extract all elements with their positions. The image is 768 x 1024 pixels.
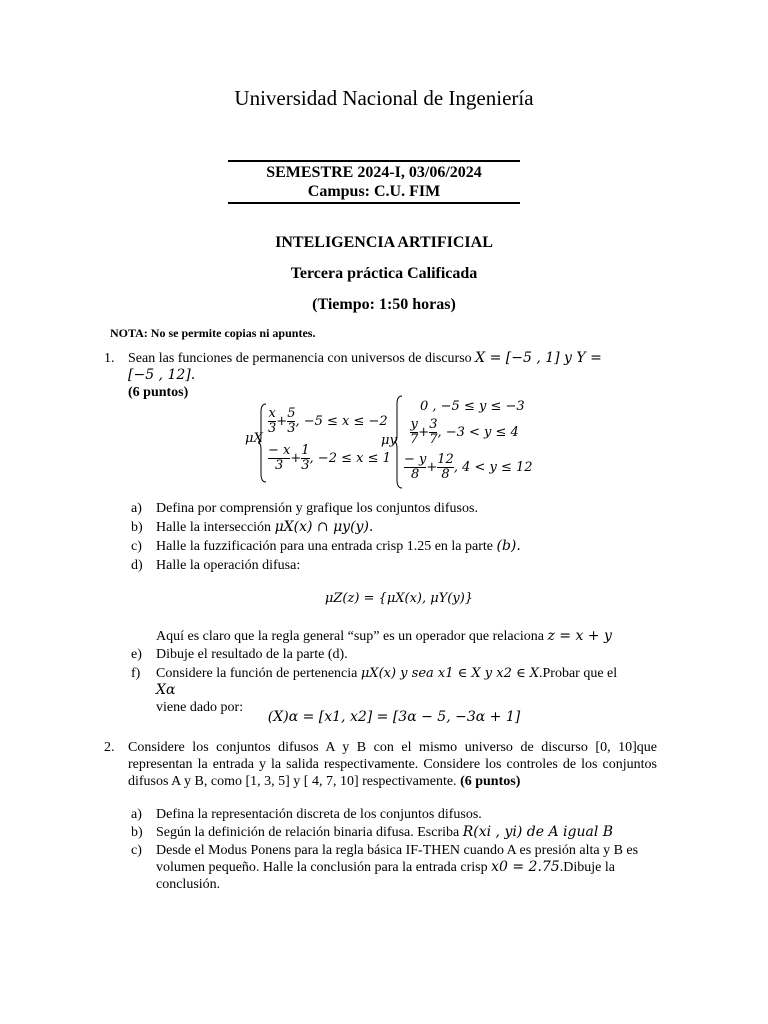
- question-1-intro: [128, 350, 632, 401]
- item-label: c): [131, 843, 142, 858]
- frac-den: 8: [404, 467, 426, 482]
- item-label: b): [131, 520, 143, 535]
- frac-den: 3: [268, 458, 290, 473]
- frac-num: y: [410, 417, 418, 432]
- frac-num: − x: [268, 443, 291, 458]
- university-title: Universidad Nacional de Ingeniería: [234, 86, 534, 110]
- item-label: a): [131, 501, 142, 516]
- item-text: Defina la representación discreta de los conjuntos difusos.: [156, 807, 482, 822]
- item-text: Halle la operación difusa:: [156, 558, 301, 573]
- mu-x-case-2: $\frac{- x}{3}$ + $\frac{1}{3}$ , −2 ≤ x ≤ 1: [268, 443, 391, 473]
- item-f-math1: μX(x) y sea x1 ∈ X y x2 ∈ X: [360, 666, 539, 681]
- item-f-math2: Xα: [156, 682, 176, 698]
- sup-text: Aquí es claro que la regla general “sup” es un operador que relaciona: [156, 629, 544, 644]
- item-2b-text: Según la definición de relación binaria difusa. Escriba: [156, 825, 460, 840]
- item-2c-math: x0 = 2.75: [491, 859, 560, 875]
- formula-d: μZ(z) = {μX(x), μY(y)}: [324, 591, 474, 606]
- item-text: Dibuje el resultado de la parte (d).: [156, 647, 348, 662]
- mu-x-label: μX: [245, 431, 263, 446]
- mu-x-case-2-cond: , −2 ≤ x ≤ 1: [309, 451, 391, 466]
- item-2b-math: R(xi , yi) de A igual B: [462, 824, 614, 840]
- question-1-number: 1.: [104, 351, 115, 366]
- item-c-math: (b).: [496, 538, 521, 554]
- question-1-points: (6 puntos): [128, 385, 189, 400]
- semester-box: [228, 160, 520, 204]
- mu-y-case-1: $\frac{y}{7}$ + $\frac{3}{7}$ , −3 < y ≤ 4: [410, 417, 519, 447]
- mu-x-case-1-cond: , −5 ≤ x ≤ −2: [295, 414, 388, 429]
- frac-den: 7: [429, 432, 438, 447]
- frac-den: 3: [268, 421, 277, 436]
- item-label: b): [131, 825, 143, 840]
- item-text: [156, 538, 636, 555]
- mu-y-case-1-cond: , −3 < y ≤ 4: [437, 425, 519, 440]
- item-label: c): [131, 539, 142, 554]
- frac-num: x: [268, 406, 276, 421]
- item-f-text2: .Probar que el: [539, 666, 618, 681]
- item-text: [156, 842, 646, 893]
- item-text: [156, 519, 636, 536]
- question-2-number: 2.: [104, 740, 115, 755]
- mu-y-brace: [394, 394, 404, 490]
- item-2c-text1: Desde el Modus Ponens para la regla básica IF-THEN cuando A es presión alta y B es volumen pequeño. Halle la conclusión para la entrada crisp: [156, 843, 639, 875]
- mu-y-case-2-cond: , 4 < y ≤ 12: [453, 460, 533, 475]
- item-f-text3: viene dado por:: [156, 700, 244, 715]
- mu-y-label: μy: [381, 433, 397, 448]
- sup-math: z = x + y: [547, 628, 612, 644]
- note: NOTA: No se permite copias ni apuntes.: [110, 326, 316, 340]
- formula-f: (X)α = [x1, x2] = [3α − 5, −3α + 1]: [267, 709, 521, 725]
- mu-x-case-1: $\frac{x}{3}$ + $\frac{5}{3}$ , −5 ≤ x ≤ −2: [268, 406, 388, 436]
- item-text: [156, 824, 636, 841]
- item-label: e): [131, 647, 142, 662]
- frac-den: 8: [437, 467, 454, 482]
- frac-den: 3: [287, 421, 296, 436]
- mu-x-brace: [258, 402, 268, 484]
- question-2-text: [128, 739, 657, 790]
- frac-num: − y: [404, 452, 427, 467]
- frac-den: 3: [301, 458, 310, 473]
- time-limit: (Tiempo: 1:50 horas): [312, 296, 456, 313]
- frac-num: 3: [429, 417, 438, 432]
- question-1-universes: X = [−5 , 1] y Y = [−5 , 12].: [128, 350, 602, 383]
- mu-y-case-2: $\frac{- y}{8}$ + $\frac{12}{8}$ , 4 < y ≤ 12: [404, 452, 533, 482]
- frac-num: 1: [301, 443, 310, 458]
- sup-line: [156, 628, 636, 645]
- item-label: f): [131, 666, 141, 681]
- item-c-text: Halle la fuzzificación para una entrada crisp 1.25 en la parte: [156, 539, 493, 554]
- mu-y-case-0: 0 , −5 ≤ y ≤ −3: [420, 399, 525, 414]
- item-f-text1: Considere la función de pertenencia: [156, 666, 358, 681]
- practice-title: Tercera práctica Calificada: [290, 265, 478, 282]
- semester-line: SEMESTRE 2024-I, 03/06/2024: [266, 164, 482, 181]
- item-b-math: μX(x) ∩ μy(y).: [274, 519, 374, 535]
- item-b-text: Halle la intersección: [156, 520, 272, 535]
- frac-den: 7: [410, 432, 419, 447]
- item-2c-text2: .Dibuje la conclusión.: [156, 860, 615, 892]
- question-2-points: (6 puntos): [460, 774, 521, 789]
- item-label: a): [131, 807, 142, 822]
- course-title: INTELIGENCIA ARTIFICIAL: [275, 234, 493, 251]
- question-2-body: Considere los conjuntos difusos A y B con el mismo universo de discurso [0, 10]que representan la entrada y la salida respectivamente. Considere los controles de los conjuntos difusos A y B, como [1, 3, 5] y [ 4, 7, 10] respectivamente.: [128, 740, 657, 789]
- frac-num: 12: [437, 452, 454, 467]
- item-label: d): [131, 558, 143, 573]
- question-1-intro-text: Sean las funciones de permanencia con universos de discurso: [128, 351, 472, 366]
- frac-num: 5: [287, 406, 296, 421]
- campus-line: Campus: C.U. FIM: [307, 183, 441, 200]
- item-text: Defina por comprensión y grafique los conjuntos difusos.: [156, 501, 478, 516]
